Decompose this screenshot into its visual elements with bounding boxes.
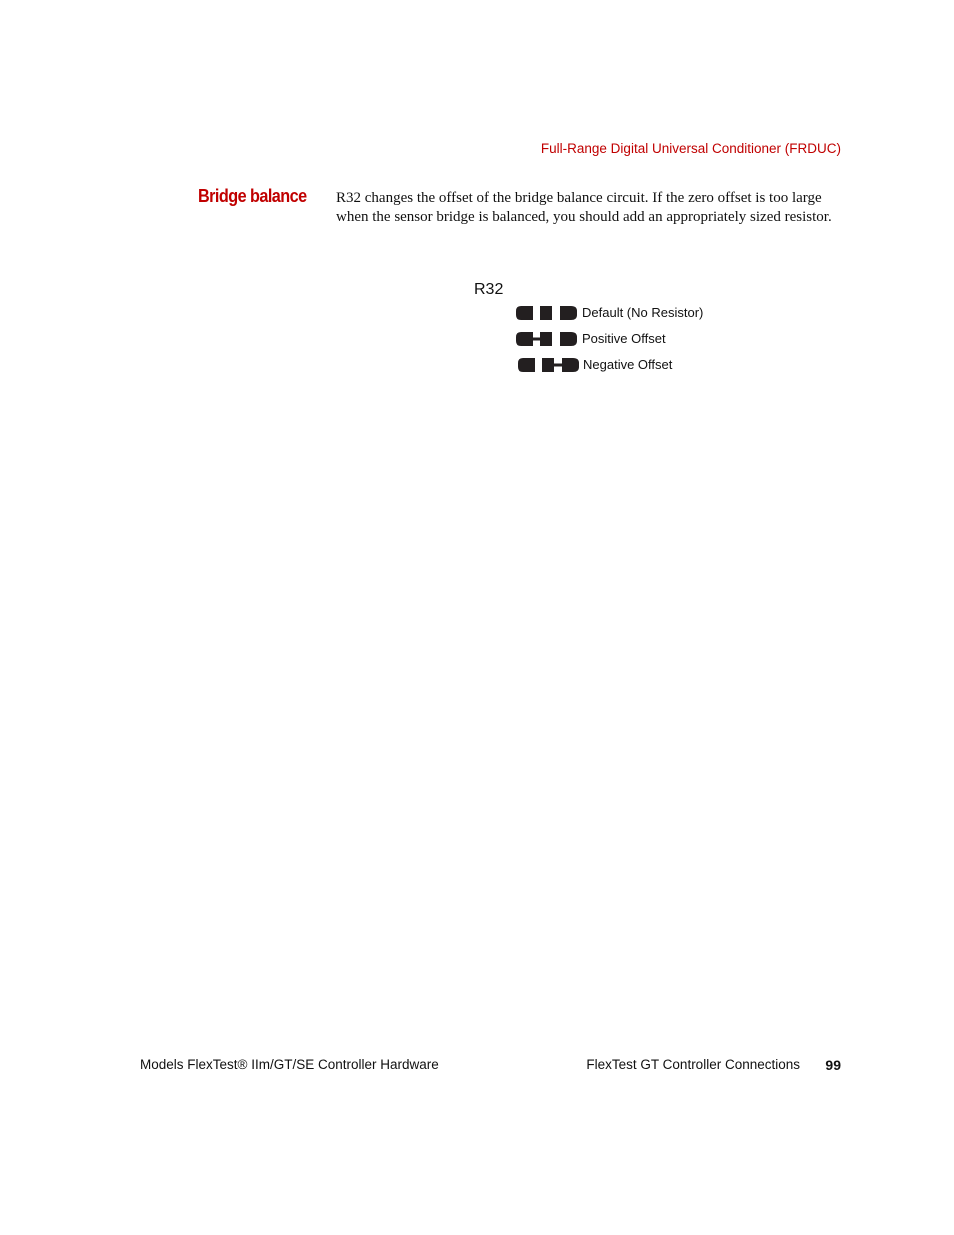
jumper-negative-icon bbox=[516, 358, 580, 372]
page-number: 99 bbox=[825, 1057, 841, 1073]
jumper-positive-icon bbox=[516, 332, 580, 346]
component-label: R32 bbox=[474, 281, 504, 298]
footer-document-title: Models FlexTest® IIm/GT/SE Controller Hardware bbox=[140, 1057, 439, 1072]
running-header: Full-Range Digital Universal Conditioner (FRDUC) bbox=[540, 141, 841, 156]
jumper-label-negative: Negative Offset bbox=[583, 357, 673, 372]
body-paragraph: R32 changes the offset of the bridge balance circuit. If the zero offset is too large when the sensor bridge is balanced, you should add an appropriately sized resistor. bbox=[336, 190, 832, 225]
jumper-label-default: Default (No Resistor) bbox=[582, 305, 704, 320]
jumper-default-icon bbox=[516, 306, 580, 320]
jumper-label-positive: Positive Offset bbox=[582, 331, 666, 346]
footer-chapter-title: FlexTest GT Controller Connections bbox=[586, 1057, 800, 1072]
section-heading: Bridge balance bbox=[198, 186, 307, 206]
